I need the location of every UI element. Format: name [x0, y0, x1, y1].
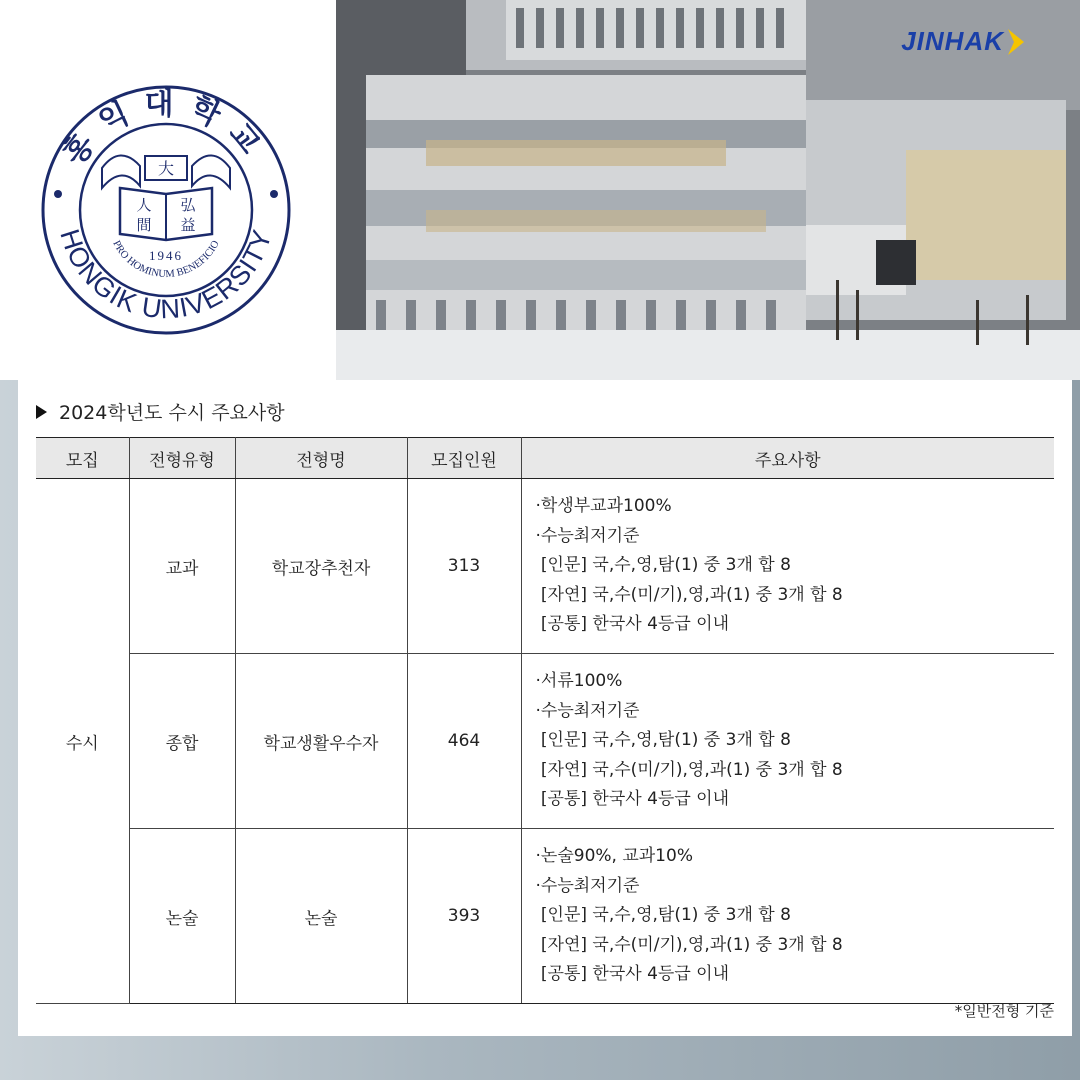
- table-row: [36, 654, 1054, 829]
- quota-cell: 464: [407, 654, 521, 829]
- seal-top-char: 大: [157, 159, 175, 178]
- header-key-details: 주요사항: [521, 438, 1054, 479]
- header-admission-type: 전형유형: [129, 438, 235, 479]
- key-details-cell: [521, 829, 1054, 1004]
- header-admission-name: 전형명: [235, 438, 407, 479]
- admission-name-cell: 학교장추천자: [235, 479, 407, 654]
- detail-line: [인문] 국,수,영,탐(1) 중 3개 합 8: [535, 730, 791, 751]
- detail-line: ·수능최저기준: [535, 875, 640, 896]
- header-quota: 모집인원: [407, 438, 521, 479]
- detail-line: [자연] 국,수(미/기),영,과(1) 중 3개 합 8: [535, 584, 843, 605]
- admission-type-cell: 종합: [129, 654, 235, 829]
- table-row: [36, 829, 1054, 1004]
- seal-year: 1946: [149, 248, 183, 263]
- detail-line: [공통] 한국사 4등급 이내: [535, 964, 729, 985]
- jinhak-brand-logo: [901, 26, 1028, 57]
- seal-book-char-1: 人: [136, 196, 152, 214]
- detail-line: ·수능최저기준: [535, 525, 640, 546]
- seal-korean-name: 홍익대학교: [56, 87, 276, 172]
- admission-type-cell: 논술: [129, 829, 235, 1004]
- seal-book-char-4: 益: [180, 216, 196, 234]
- detail-line: [자연] 국,수(미/기),영,과(1) 중 3개 합 8: [535, 759, 843, 780]
- campus-building-photo: [336, 0, 1080, 380]
- admission-name-cell: 논술: [235, 829, 407, 1004]
- header-recruitment: 모집: [36, 438, 129, 479]
- key-details-cell: [521, 479, 1054, 654]
- detail-line: ·서류100%: [535, 671, 623, 692]
- table-row: [36, 479, 1054, 654]
- detail-line: [공통] 한국사 4등급 이내: [535, 614, 729, 635]
- seal-book-char-2: 間: [136, 216, 152, 234]
- seal-book-char-3: 弘: [180, 196, 196, 214]
- admissions-table: [36, 437, 1054, 1004]
- admission-type-cell: 교과: [129, 479, 235, 654]
- chevron-right-icon: [1004, 27, 1028, 57]
- detail-line: [자연] 국,수(미/기),영,과(1) 중 3개 합 8: [535, 934, 843, 955]
- university-logo-panel: [0, 0, 336, 380]
- jinhak-wordmark: JINHAK: [901, 26, 1004, 56]
- quota-cell: 313: [407, 479, 521, 654]
- detail-line: [인문] 국,수,영,탐(1) 중 3개 합 8: [535, 905, 791, 926]
- detail-line: ·수능최저기준: [535, 700, 640, 721]
- detail-line: ·논술90%, 교과10%: [535, 846, 693, 867]
- building-illustration: [336, 0, 1080, 380]
- quota-cell: 393: [407, 829, 521, 1004]
- footnote: *일반전형 기준: [954, 1002, 1054, 1020]
- detail-line: [인문] 국,수,영,탐(1) 중 3개 합 8: [535, 555, 791, 576]
- category-cell: 수시: [36, 479, 129, 1004]
- hongik-university-seal: [40, 84, 292, 336]
- key-details-cell: [521, 654, 1054, 829]
- seal-english-name: HONGIK UNIVERSITY: [54, 225, 278, 325]
- triangle-right-icon: [36, 405, 47, 419]
- detail-line: ·학생부교과100%: [535, 496, 672, 517]
- admission-name-cell: 학교생활우수자: [235, 654, 407, 829]
- section-title: [36, 398, 285, 425]
- table-header-row: [36, 438, 1054, 479]
- seal-motto: PRO HOMINUM BENEFICIO: [110, 238, 222, 281]
- detail-line: [공통] 한국사 4등급 이내: [535, 789, 729, 810]
- admissions-summary-panel: [18, 380, 1072, 1036]
- section-title-text: 2024학년도 수시 주요사항: [59, 402, 285, 424]
